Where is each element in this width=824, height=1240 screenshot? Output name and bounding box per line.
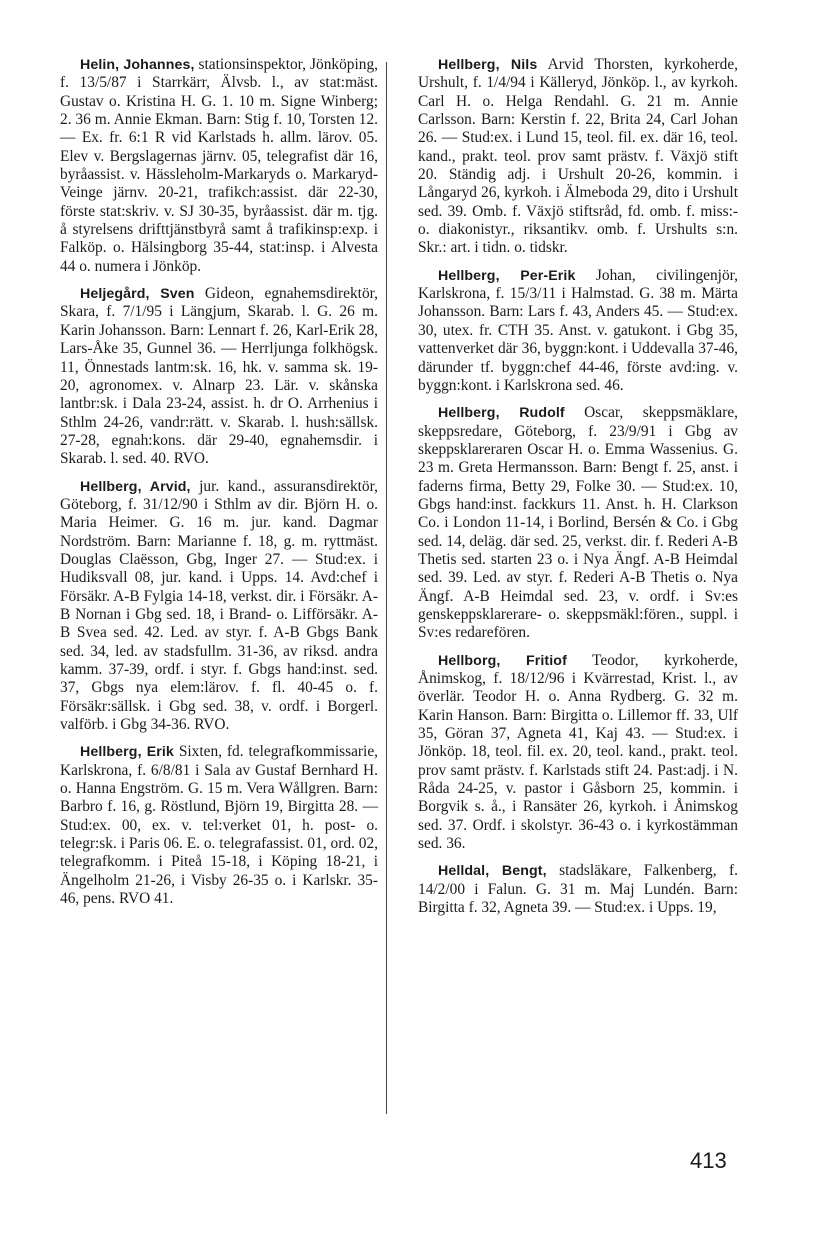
entry-text: Gideon, egnahemsdirektör, Skara, f. 7/1/95 i Längjum, Skarab. l. G. 26 m. Karin Johansson. Barn: Lennart f. 26, Karl-Erik 28, Lars-Åke 35, Gunnel 36. — Herrljunga folkhögsk. 11, Önnestads lantm:sk. 16, hk. v. samma sk. 19-20, agronomex. v. Alnarp 23. Lär. v. skånska lantbr:sk. i Dala 23-24, assist. h. dr O. Arrhenius i Sthlm 24-26, vandr:rätt. v. Skarab. l. hush:sällsk. 27-28, egnah:kons. där 29-40, egnahemsdir. i Skarab. l. sed. 40. RVO. bbox=[60, 285, 378, 468]
entry-name: Hellborg, Fritiof bbox=[438, 652, 567, 669]
entry-name: Hellberg, Arvid, bbox=[80, 478, 191, 495]
entry-text: Johan, civilingenjör, Karlskrona, f. 15/3/11 i Halmstad. G. 38 m. Märta Johansson. Barn: Lars f. 43, Anders 45. — Stud:ex. 30, utex. fr. CTH 35. Anst. v. gatukont. i Gbg 35, vattenverket där 36, byggn:kont. i Uddevalla 37-46, därunder tf. byggn:chef 44-46, förste avd:ing. v. byggn:kont. i Karlskrona sed. 46. bbox=[418, 266, 738, 394]
entry-text: Arvid Thorsten, kyrkoherde, Urshult, f. 1/4/94 i Källeryd, Jönköp. l., av kyrkoh. Carl H. o. Helga Rendahl. G. 21 m. Annie Carlsson. Barn: Kerstin f. 22, Brita 24, Carl Johan 26. — Stud:ex. i Lund 15, teol. fil. ex. där 16, teol. kand., prakt. teol. prov samt prästv. f. Växjö stift 20. Ständig adj. i Urshult 20-26, kommin. i Långaryd 26, kyrkoh. i Älmeboda 29, dito i Urshult sed. 39. Omb. f. Växjö stiftsråd, fd. omb. f. miss:- o. diakonistyr., riksantikv. omb. f. Urshults s:n. Skr.: art. i tidn. o. tidskr. bbox=[418, 56, 739, 257]
entry-name: Helldal, Bengt, bbox=[438, 863, 547, 880]
entry-text: Teodor, kyrkoherde, Ånimskog, f. 18/12/96 i Kvärrestad, Krist. l., av överlär. Teodor H. o. Anna Rydberg. G. 32 m. Karin Hanson. Barn: Birgitta o. Lillemor ff. 33, Ulf 35, Göran 37, Agneta 41, Kaj 43. — Stud:ex. i Jönköp. 18, teol. fil. ex. 20, teol. kand., prakt. teol. prov samt prästv. f. Karlstads stift 24. Past:adj. i N. Råda 24-25, v. pastor i Gåsborn 25, kommin. i Borgvik s. å., i Ransäter 26, kyrkoh. i Ånimskog sed. 37. Ordf. i skolstyr. 36-43 o. i kyrkostämman sed. 36. bbox=[418, 651, 738, 853]
entry-text: Oscar, skeppsmäklare, skeppsredare, Göteborg, f. 23/9/91 i Gbg av skeppsklareraren Oscar H. o. Emma Wassenius. G. 23 m. Greta Hermansson. Barn: Bengt f. 25, anst. i faderns firma, Betty 29, Folke 30. — Stud:ex. 10, Gbgs hand:inst. fackkurs 11. Anst. h. H. Clarkson Co. i London 11-14, i Borlind, Bersén & Co. i Gbg sed. 14, deläg. där sed. 25, verkst. dir. f. Rederi A-B Thetis sed. starten 23 o. i Nya Ängf. A-B Heimdal sed. 39. Led. av styr. f. Rederi A-B Thetis o. Nya Ängf. A-B Heimdal sed. 23, v. ordf. i Sv:es genskeppsklarerare- o. skeppsmäkl:fören., suppl. i Sv:es redarefören. bbox=[418, 404, 738, 642]
column-divider bbox=[386, 62, 387, 1114]
entry-text: Sixten, fd. telegrafkommissarie, Karlskrona, f. 6/8/81 i Sala av Gustaf Bernhard H. o. Hanna Engström. G. 15 m. Vera Wållgren. Barn: Barbro f. 16, g. Röstlund, Björn 19, Birgitta 28. — Stud:ex. 00, ex. v. tel:verket 01, h. post- o. telegr:sk. i Paris 06. E. o. telegrafassist. 01, ord. 02, telegrafkomm. i Piteå 15-18, i Köping 18-21, i Ängelholm 21-26, i Visby 26-35 o. i Karlskr. 35-46, pens. RVO 41. bbox=[60, 743, 378, 908]
entry-text: jur. kand., assuransdirektör, Göteborg, f. 31/12/90 i Sthlm av dir. Björn H. o. Maria Heimer. G. 16 m. jur. kand. Dagmar Nordström. Barn: Marianne f. 18, g. m. ryttmäst. Douglas Claësson, Gbg, Inger 27. — Stud:ex. i Hudiksvall 08, jur. kand. i Upps. 14. Avd:chef i Försäkr. A-B Fylgia 14-18, verkst. dir. i Försäkr. A-B Nornan i Gbg sed. 18, i Brand- o. Lifförsäkr. A-B Svea sed. 42. Led. av styr. f. A-B Gbgs Bank sed. 34, led. av stadsfullm. 31-36, av riksd. andra kamm. 37-39, ordf. i styr. f. Gbgs hand:inst. sed. 37, Gbgs nya elem:lärov. f. fl. 40-45 o. f. Försäkr:sällsk. i Gbg sed. 38, v. ordf. i Borgerl. valförb. i Gbg 34-36. RVO. bbox=[60, 477, 378, 734]
biography-entry bbox=[418, 56, 738, 258]
biography-entry bbox=[418, 404, 738, 642]
biography-entry bbox=[60, 56, 378, 276]
entry-text: stationsinspektor, Jönköping, f. 13/5/87 i Starrkärr, Älvsb. l., av stat:mäst. Gustav o. Kristina H. G. 1. 10 m. Signe Winberg; 2. 36 m. Annie Ekman. Barn: Stig f. 10, Torsten 12. — Ex. fr. 6:1 R vid Karlstads h. allm. lärov. 05. Elev v. Bergslagernas järnv. 05, telegrafist där 16, byråassist. v. Hässleholm-Markaryds o. Markaryd-Veinge järnv. 20-21, trafikch:assist. där 22-30, förste stat:skriv. v. SJ 30-35, byråassist. där m. tjg. å styrelsens drifttjänstbyrå samt å trafikinsp:exp. i Falköp. o. Hälsingborg 35-44, stat:insp. i Alvesta 44 o. numera i Jönköp. bbox=[60, 56, 378, 275]
entry-name: Hellberg, Rudolf bbox=[438, 405, 565, 422]
biography-entry bbox=[418, 267, 738, 395]
biography-entry bbox=[60, 478, 378, 735]
entry-name: Helin, Johannes, bbox=[80, 57, 195, 73]
biography-entry bbox=[418, 652, 738, 854]
left-column bbox=[60, 56, 378, 917]
entry-name: Heljegård, Sven bbox=[80, 286, 195, 303]
entry-name: Hellberg, Erik bbox=[80, 744, 174, 761]
entry-name: Hellberg, Per-Erik bbox=[438, 267, 576, 284]
entry-name: Hellberg, Nils bbox=[438, 57, 538, 73]
page-number: 413 bbox=[690, 1148, 727, 1173]
entry-text: stadsläkare, Falkenberg, f. 14/2/00 i Falun. G. 31 m. Maj Lundén. Barn: Birgitta f. 32, Agneta 39. — Stud:ex. i Upps. 19, bbox=[418, 862, 738, 917]
biography-entry bbox=[60, 285, 378, 468]
biography-entry bbox=[418, 862, 738, 917]
right-column bbox=[418, 56, 738, 926]
biography-entry bbox=[60, 743, 378, 908]
